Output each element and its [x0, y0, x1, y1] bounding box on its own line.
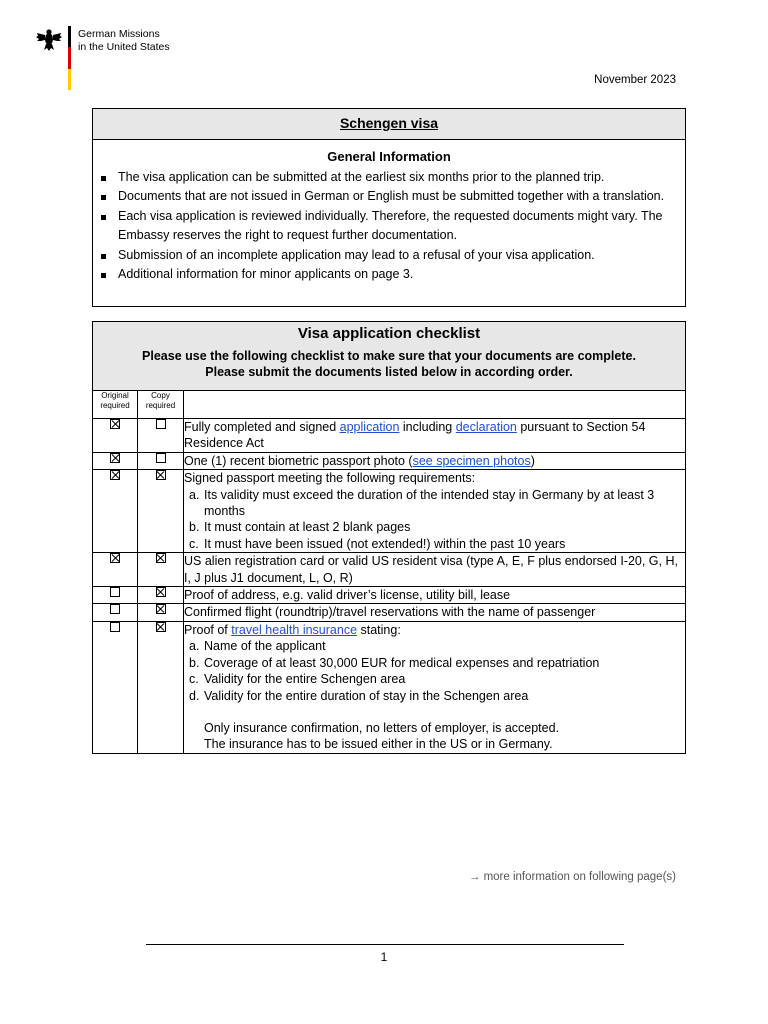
- checklist-table: [92, 390, 686, 754]
- copy-checkbox[interactable]: [156, 553, 166, 563]
- more-information-note: → more information on following page(s): [468, 871, 676, 883]
- original-checkbox[interactable]: [110, 622, 120, 632]
- info-bullet: Additional information for minor applicants on page 3.: [118, 265, 675, 284]
- table-row: [93, 470, 686, 553]
- org-line-1: German Missions: [78, 28, 160, 40]
- original-checkbox[interactable]: [110, 604, 120, 614]
- passport-requirements-list: [184, 487, 685, 553]
- flag-stripe-red: [68, 47, 71, 68]
- checklist-column-headers: [93, 391, 686, 419]
- checklist-title: Visa application checklist: [297, 325, 481, 342]
- info-bullet: Submission of an incomplete application may lead to a refusal of your visa application.: [118, 246, 675, 265]
- document-requirement: Signed passport meeting the following requirements: a. Its validity must exceed the duration of the intended stay in Germany by at least 3 months b. It must contain at least 2 blank pages c. It must have been issued (not extended!) within the past 10 years: [184, 470, 686, 553]
- footer-divider: [146, 944, 624, 945]
- column-copy-required: Copy required: [138, 391, 184, 419]
- table-row: [93, 553, 686, 587]
- organization-name: [78, 28, 218, 53]
- original-checkbox[interactable]: [110, 453, 120, 463]
- info-bullet: Each visa application is reviewed individually. Therefore, the requested documents might vary. The Embassy reserves the right to request further documentation.: [118, 207, 675, 246]
- column-description: [184, 391, 686, 419]
- copy-checkbox[interactable]: [156, 419, 166, 429]
- general-information-box: [92, 108, 686, 307]
- federal-eagle-icon: [36, 28, 62, 52]
- table-row: [93, 452, 686, 469]
- box-title: Schengen visa: [93, 109, 685, 140]
- german-flag-bar: [68, 26, 71, 90]
- requirement-item: d. Validity for the entire duration of stay in the Schengen area: [189, 688, 529, 703]
- general-information-list: [93, 168, 685, 284]
- document-requirement: One (1) recent biometric passport photo (see specimen photos): [184, 452, 686, 469]
- page-number: 1: [380, 950, 388, 964]
- org-line-2: in the United States: [78, 40, 170, 53]
- table-row: [93, 604, 686, 621]
- specimen-photos-link[interactable]: see specimen photos: [412, 453, 531, 468]
- document-date: November 2023: [594, 74, 676, 86]
- requirement-item: a. Its validity must exceed the duration of the intended stay in Germany by at least 3 months: [189, 487, 655, 519]
- requirement-item: b. It must contain at least 2 blank pages: [189, 520, 411, 535]
- document-requirement: Proof of travel health insurance stating: a. Name of the applicant b. Coverage of at least 30,000 EUR for medical expenses and repatriation c. Validity for the entire Schengen area d. Validity for the entire duration of stay in the Schengen area Only insurance confirmation, no letters of employer, is accepted. The insurance has to be issued either in the US or in Germany.: [184, 621, 686, 753]
- requirement-item: b. Coverage of at least 30,000 EUR for medical expenses and repatriation: [189, 655, 600, 670]
- table-row: [93, 419, 686, 453]
- original-checkbox[interactable]: [110, 419, 120, 429]
- document-requirement: Confirmed flight (roundtrip)/travel reservations with the name of passenger: [184, 604, 686, 621]
- column-original-required: Original required: [93, 391, 138, 419]
- application-link[interactable]: application: [339, 420, 400, 434]
- requirement-item: c. Validity for the entire Schengen area: [189, 672, 406, 687]
- travel-health-insurance-link[interactable]: travel health insurance: [231, 622, 358, 637]
- insurance-note: Only insurance confirmation, no letters of employer, is accepted. The insurance has to be issued either in the US or in Germany.: [204, 720, 560, 752]
- copy-checkbox[interactable]: [156, 587, 166, 597]
- checklist-instructions: Please use the following checklist to make sure that your documents are complete. Please submit the documents listed below in according order.: [142, 349, 636, 379]
- document-requirement: Proof of address, e.g. valid driver’s license, utility bill, lease: [184, 587, 686, 604]
- original-checkbox[interactable]: [110, 553, 120, 563]
- info-bullet: Documents that are not issued in German or English must be submitted together with a translation.: [118, 187, 675, 206]
- table-row: [93, 621, 686, 753]
- requirement-item: c. It must have been issued (not extended!) within the past 10 years: [189, 536, 566, 551]
- declaration-link[interactable]: declaration: [455, 420, 517, 434]
- insurance-requirements-list: [184, 638, 685, 704]
- original-checkbox[interactable]: [110, 587, 120, 597]
- info-bullet: The visa application can be submitted at the earliest six months prior to the planned trip.: [118, 168, 675, 187]
- checklist-header: [92, 321, 686, 390]
- copy-checkbox[interactable]: [156, 470, 166, 480]
- table-row: [93, 587, 686, 604]
- flag-stripe-gold: [68, 69, 71, 90]
- requirement-item: a. Name of the applicant: [189, 639, 326, 654]
- original-checkbox[interactable]: [110, 470, 120, 480]
- flag-stripe-black: [68, 26, 71, 47]
- general-information-heading: General Information: [327, 149, 451, 164]
- copy-checkbox[interactable]: [156, 622, 166, 632]
- document-requirement: Fully completed and signed application including declaration pursuant to Section 54 Residence Act: [184, 419, 686, 453]
- copy-checkbox[interactable]: [156, 604, 166, 614]
- document-requirement: US alien registration card or valid US resident visa (type A, E, F plus endorsed I-20, G, H, I, J plus J1 document, L, O, R): [184, 553, 686, 587]
- copy-checkbox[interactable]: [156, 453, 166, 463]
